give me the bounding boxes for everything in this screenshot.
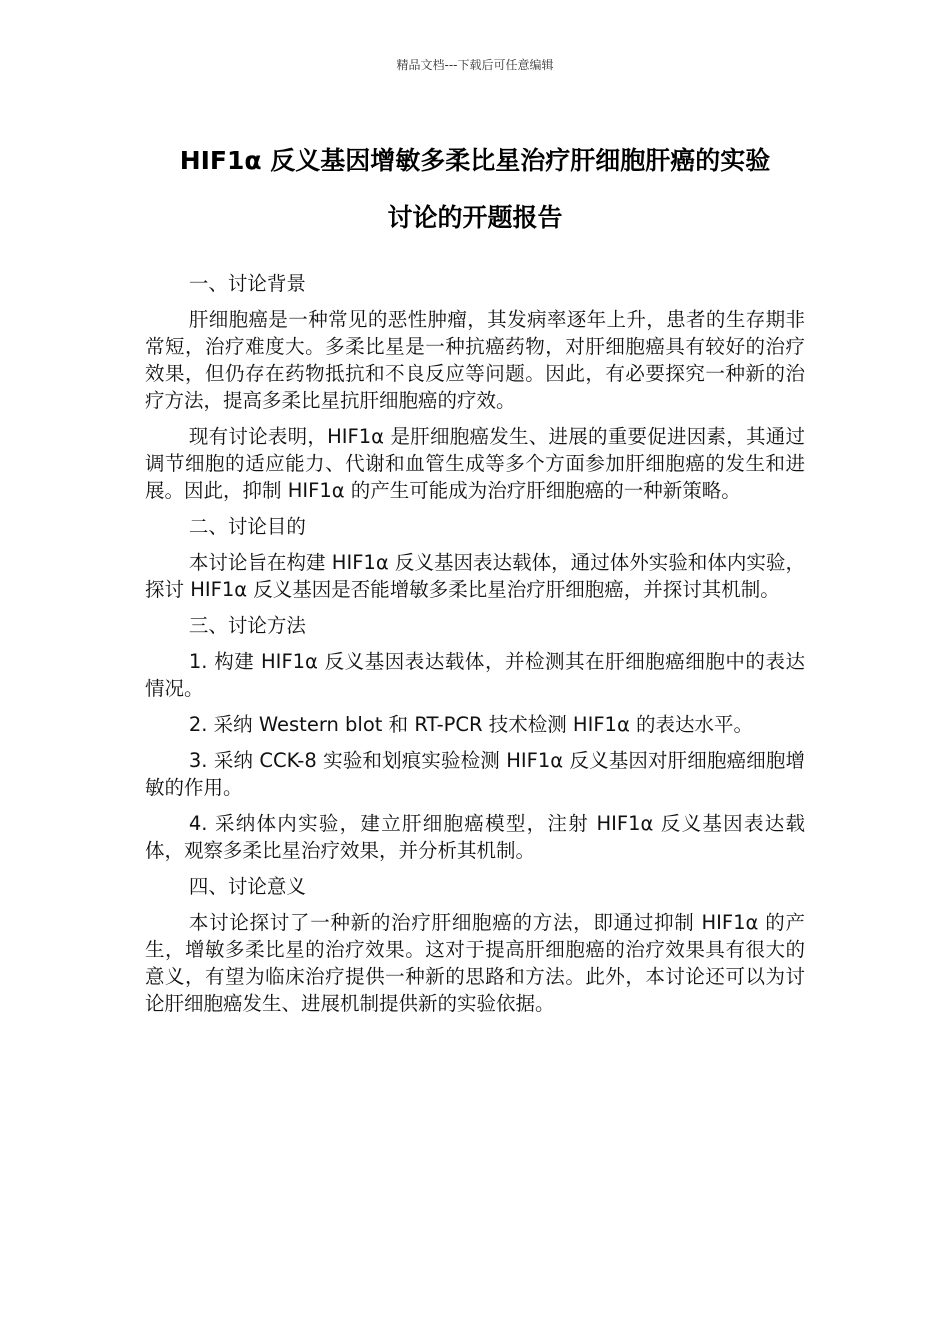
- document-title: [120, 132, 830, 246]
- section-background: [145, 270, 805, 504]
- paragraph: 本讨论探讨了一种新的治疗肝细胞癌的方法，即通过抑制 HIF1α 的产生，增敏多柔比星的治疗效果。这对于提高肝细胞癌的治疗效果具有很大的意义，有望为临床治疗提供一种新的思路和方法。此外，本讨论还可以为讨论肝细胞癌发生、进展机制提供新的实验依据。: [145, 911, 805, 1015]
- section-significance: [145, 873, 805, 1017]
- page-header: 精品文档---下载后可任意编辑: [396, 58, 554, 72]
- paragraph: 本讨论旨在构建 HIF1α 反义基因表达载体，通过体外实验和体内实验，探讨 HIF1α 反义基因是否能增敏多柔比星治疗肝细胞癌，并探讨其机制。: [145, 551, 805, 601]
- section-heading: 三、讨论方法: [188, 614, 306, 637]
- section-methods: [145, 612, 805, 864]
- document-title-line-1: HIF1α 反义基因增敏多柔比星治疗肝细胞肝癌的实验: [179, 146, 771, 175]
- section-heading: 四、讨论意义: [188, 875, 306, 898]
- paragraph: 肝细胞癌是一种常见的恶性肿瘤，其发病率逐年上升，患者的生存期非常短，治疗难度大。多柔比星是一种抗癌药物，对肝细胞癌具有较好的治疗效果，但仍存在药物抵抗和不良反应等问题。因此，有必要探究一种新的治疗方法，提高多柔比星抗肝细胞癌的疗效。: [145, 308, 805, 412]
- document-title-line-2: 讨论的开题报告: [387, 203, 563, 232]
- method-item: 3. 采纳 CCK-8 实验和划痕实验检测 HIF1α 反义基因对肝细胞癌细胞增敏的作用。: [145, 749, 805, 799]
- document-body: [145, 270, 805, 1026]
- section-purpose: [145, 513, 805, 603]
- method-item: 2. 采纳 Western blot 和 RT-PCR 技术检测 HIF1α 的表达水平。: [188, 713, 754, 736]
- section-heading: 一、讨论背景: [188, 272, 306, 295]
- section-heading: 二、讨论目的: [188, 515, 306, 538]
- paragraph: 现有讨论表明，HIF1α 是肝细胞癌发生、进展的重要促进因素，其通过调节细胞的适应能力、代谢和血管生成等多个方面参加肝细胞癌的发生和进展。因此，抑制 HIF1α 的产生可能成为治疗肝细胞癌的一种新策略。: [145, 425, 805, 502]
- method-item: 4. 采纳体内实验，建立肝细胞癌模型，注射 HIF1α 反义基因表达载体，观察多柔比星治疗效果，并分析其机制。: [145, 812, 805, 862]
- method-item: 1. 构建 HIF1α 反义基因表达载体，并检测其在肝细胞癌细胞中的表达情况。: [145, 650, 805, 700]
